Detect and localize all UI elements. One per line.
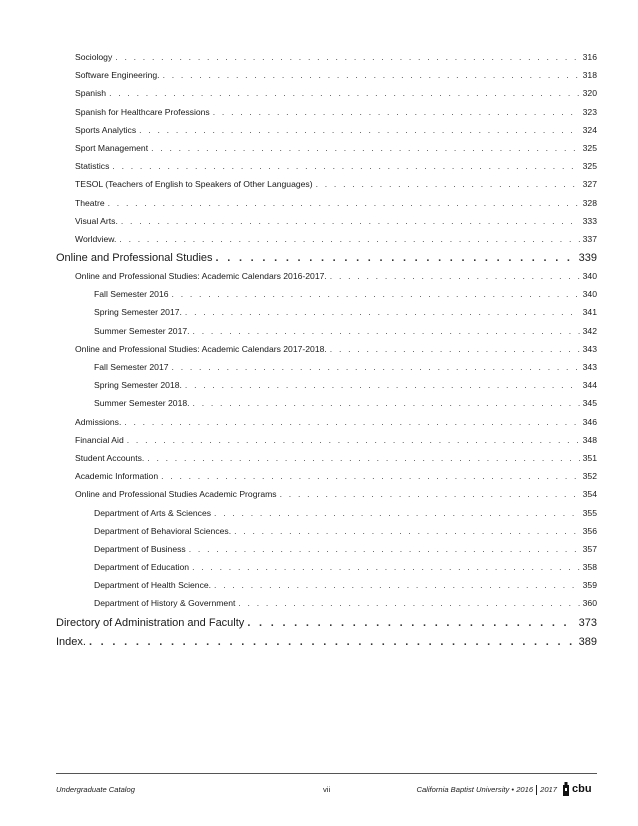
toc-entry-page: 360 [582,598,597,609]
toc-leader-dots [121,216,580,226]
toc-leader-dots [172,362,580,372]
toc-entry[interactable] [56,88,597,106]
toc-entry[interactable] [56,271,597,289]
toc-entry-label: Visual Arts. [75,215,118,226]
toc-entry-page: 325 [582,161,597,172]
toc-entry-page: 359 [582,580,597,591]
toc-entry-page: 351 [582,452,597,463]
toc-entry-label: Department of Health Science. [94,580,212,591]
toc-leader-dots [115,52,579,62]
cbu-logo [561,781,597,797]
toc-entry[interactable] [56,417,597,435]
toc-leader-dots [139,125,580,135]
toc-entry[interactable] [56,380,597,398]
toc-entry[interactable] [56,179,597,197]
cbu-tower-icon [561,782,571,796]
toc-entry-label: Department of Business [94,543,186,554]
toc-entry[interactable] [56,580,597,598]
toc-entry[interactable] [56,161,597,179]
footer-institution-name: California Baptist University • 2016 [416,785,534,794]
toc-entry[interactable] [56,398,597,416]
footer-divider [56,773,597,774]
toc-entry-page: 355 [582,507,597,518]
toc-leader-dots [185,307,580,317]
toc-entry-page: 356 [582,525,597,536]
toc-entry-page: 325 [582,142,597,153]
toc-entry-label: Summer Semester 2017. [94,325,190,336]
toc-entry-label: Theatre [75,197,105,208]
toc-leader-dots [163,70,580,80]
footer-separator [536,785,537,795]
toc-leader-dots [124,417,579,427]
toc-entry-page: 357 [582,543,597,554]
toc-entry[interactable] [56,125,597,143]
toc-leader-dots [193,398,580,408]
toc-section-entry[interactable] [56,636,597,655]
toc-entry-page: 348 [582,434,597,445]
toc-entry-page: 320 [582,88,597,99]
toc-entry[interactable] [56,562,597,580]
toc-entry-label: Online and Professional Studies [56,252,213,265]
toc-leader-dots [214,508,580,518]
toc-entry[interactable] [56,508,597,526]
toc-entry-label: Fall Semester 2016 [94,289,169,300]
toc-leader-dots [127,435,580,445]
toc-leader-dots [216,252,576,264]
toc-leader-dots [330,271,580,281]
toc-entry-page: 318 [582,70,597,81]
toc-entry-page: 341 [582,307,597,318]
toc-entry[interactable] [56,70,597,88]
toc-entry[interactable] [56,52,597,70]
toc-leader-dots [112,161,579,171]
cbu-logo-text: cbu [572,783,592,795]
toc-entry-label: Department of History & Government [94,598,236,609]
toc-leader-dots [151,143,580,153]
toc-section-entry[interactable] [56,617,597,636]
toc-entry-label: Spanish [75,88,107,99]
toc-entry-label: Spring Semester 2017. [94,307,182,318]
toc-entry-label: Spanish for Healthcare Professions [75,106,210,117]
toc-entry-page: 343 [582,362,597,372]
toc-leader-dots [280,489,580,499]
toc-entry-label: Fall Semester 2017 [94,362,169,372]
toc-leader-dots [214,580,580,590]
toc-leader-dots [213,107,580,117]
toc-entry-page: 345 [582,398,597,409]
toc-entry-label: Department of Behavioral Sciences. [94,525,232,536]
toc-entry-label: Directory of Administration and Faculty [56,616,245,629]
toc-entry-page: 358 [582,562,597,573]
toc-leader-dots [316,179,580,189]
toc-leader-dots [193,326,580,336]
toc-leader-dots [89,636,576,648]
toc-entry[interactable] [56,107,597,125]
toc-entry-label: Academic Information [75,471,159,482]
toc-entry-label: Online and Professional Studies: Academic Calendars 2017-2018. [75,343,327,354]
toc-entry[interactable] [56,216,597,234]
toc-entry-label: Online and Professional Studies Academic Programs [75,489,277,500]
page-footer [56,781,597,801]
toc-entry-label: Sports Analytics [75,124,137,135]
toc-entry-page: 339 [578,252,597,265]
toc-entry-page: 316 [582,52,597,62]
footer-institution [416,785,557,795]
toc-entry-page: 352 [582,471,597,482]
toc-entry[interactable] [56,471,597,489]
toc-entry[interactable] [56,598,597,616]
toc-entry-label: Student Accounts. [75,452,145,463]
footer-page-number: vii [323,785,331,794]
toc-entry[interactable] [56,544,597,562]
toc-entry[interactable] [56,453,597,471]
toc-entry-page: 324 [582,124,597,135]
toc-entry-label: Software Engineering. [75,70,160,81]
toc-entry-page: 354 [582,489,597,500]
toc-entry-label: Spring Semester 2018. [94,380,182,391]
toc-leader-dots [192,562,580,572]
toc-entry-page: 327 [582,179,597,190]
toc-entry-label: Admissions. [75,416,122,427]
toc-leader-dots [147,453,579,463]
toc-entry[interactable] [56,143,597,161]
toc-entry-label: Financial Aid [75,434,124,445]
toc-leader-dots [185,380,580,390]
toc-entry[interactable] [56,526,597,544]
toc-entry[interactable] [56,289,597,307]
toc-entry[interactable] [56,234,597,252]
toc-entry-page: 342 [582,325,597,336]
toc-entry-label: Summer Semester 2018. [94,398,190,409]
toc-leader-dots [330,344,580,354]
toc-entry-page: 333 [582,215,597,226]
toc-entry-page: 389 [578,635,597,648]
toc-entry[interactable] [56,344,597,362]
toc-leader-dots [247,617,575,629]
toc-entry[interactable] [56,326,597,344]
toc-leader-dots [119,234,579,244]
toc-leader-dots [109,88,580,98]
toc-entry[interactable] [56,307,597,325]
toc-entry-page: 340 [582,271,597,282]
toc-entry-page: 337 [582,233,597,244]
toc-entry-page: 346 [582,416,597,427]
toc-entry-page: 373 [578,616,597,629]
toc-entry-label: Sport Management [75,142,149,153]
toc-entry[interactable] [56,198,597,216]
toc-entry[interactable] [56,435,597,453]
toc-entry-page: 340 [582,289,597,300]
toc-leader-dots [238,598,579,608]
toc-entry-page: 328 [582,197,597,208]
table-of-contents [56,52,597,655]
toc-entry-label: Worldview. [75,233,117,244]
footer-year: 2017 [540,785,557,794]
toc-leader-dots [189,544,580,554]
toc-leader-dots [161,471,580,481]
toc-entry-label: Online and Professional Studies: Academic Calendars 2016-2017. [75,271,327,282]
toc-entry-page: 344 [582,380,597,391]
toc-entry-label: Department of Arts & Sciences [94,507,212,518]
toc-entry[interactable] [56,489,597,507]
toc-entry[interactable] [56,362,597,380]
toc-entry-label: Sociology [75,52,113,62]
toc-leader-dots [108,198,580,208]
toc-entry-page: 323 [582,106,597,117]
toc-section-entry[interactable] [56,252,597,271]
footer-catalog-title: Undergraduate Catalog [56,785,135,794]
toc-entry-label: TESOL (Teachers of English to Speakers of Other Languages) [75,179,313,190]
toc-leader-dots [172,289,580,299]
toc-entry-label: Department of Education [94,562,190,573]
toc-entry-page: 343 [582,343,597,354]
toc-leader-dots [234,526,580,536]
toc-entry-label: Statistics [75,161,110,172]
toc-entry-label: Index. [56,635,86,648]
